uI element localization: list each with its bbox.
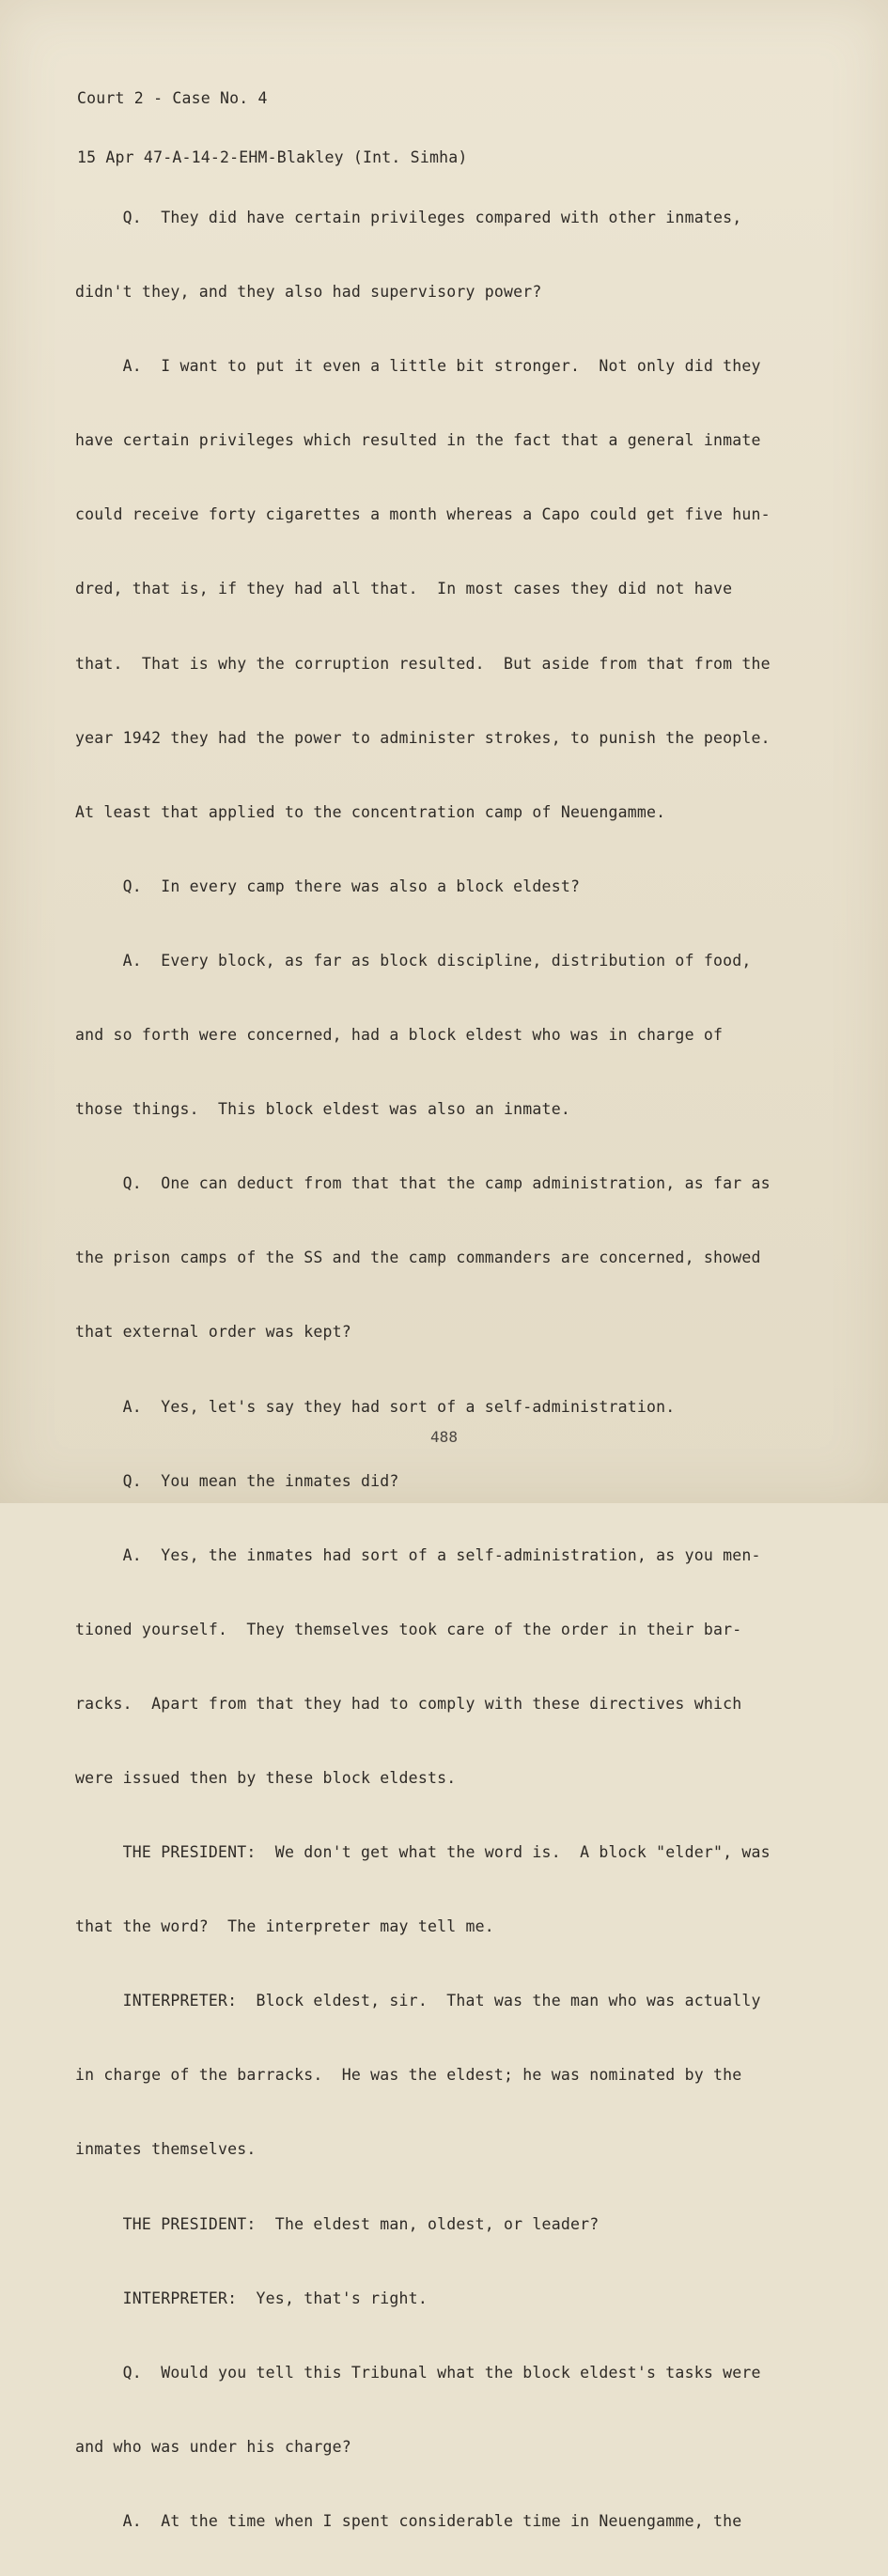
transcript-line: Q. They did have certain privileges compared with other inmates, [75,209,742,226]
transcript-line: that the word? The interpreter may tell me. [75,1917,494,1936]
transcript-line: Q. Would you tell this Tribunal what the block eldest's tasks were [75,2363,761,2382]
transcript-line: were issued then by these block eldests. [75,1768,457,1787]
transcript-line: A. Every block, as far as block discipline, distribution of food, [75,951,752,970]
transcript-line: Q. One can deduct from that that the camp administration, as far as [75,1174,771,1193]
session-reference: 15 Apr 47-A-14-2-EHM-Blakley (Int. Simha) [77,148,468,166]
page-number: 488 [430,1428,458,1446]
transcript-line: A. At the time when I spent considerable time in Neuengamme, the [75,2511,742,2530]
transcript-line: that. That is why the corruption resulted. But aside from that from the [75,654,771,673]
transcript-line: Q. In every camp there was also a block eldest? [75,877,581,895]
transcript-line: A. Yes, let's say they had sort of a self-administration. [75,1397,676,1416]
transcript-line: A. I want to put it even a little bit stronger. Not only did they [75,357,761,376]
transcript-line: the prison camps of the SS and the camp commanders are concerned, showed [75,1249,761,1267]
transcript-line: inmates themselves. [75,2140,257,2159]
transcript-line: those things. This block eldest was also an inmate. [75,1100,570,1119]
transcript-line: Q. You mean the inmates did? [75,1471,399,1490]
transcript-line: A. Yes, the inmates had sort of a self-administration, as you men- [75,1545,761,1564]
transcript-line: and who was under his charge? [75,2437,351,2456]
transcript-line: could receive forty cigarettes a month whereas a Capo could get five hun- [75,505,771,524]
transcript-line: dred, that is, if they had all that. In most cases they did not have [75,580,733,598]
transcript-body [75,163,808,2576]
transcript-line: INTERPRETER: Block eldest, sir. That was the man who was actually [75,1992,761,2010]
transcript-line: that external order was kept? [75,1323,351,1342]
transcript-line: year 1942 they had the power to administer strokes, to punish the people. [75,728,771,747]
transcript-line: racks. Apart from that they had to comply with these directives which [75,1694,742,1713]
case-reference: Court 2 - Case No. 4 [77,89,268,107]
transcript-line: and so forth were concerned, had a block eldest who was in charge of [75,1026,724,1045]
transcript-line: INTERPRETER: Yes, that's right. [75,2289,428,2307]
transcript-line: At least that applied to the concentration camp of Neuengamme. [75,802,666,821]
transcript-line: THE PRESIDENT: The eldest man, oldest, or leader? [75,2214,600,2233]
transcript-line: didn't they, and they also had supervisory power? [75,283,542,302]
transcript-line: have certain privileges which resulted in the fact that a general inmate [75,431,761,450]
transcript-line: in charge of the barracks. He was the eldest; he was nominated by the [75,2066,742,2085]
transcript-line: THE PRESIDENT: We don't get what the word is. A block "elder", was [75,1843,771,1862]
transcript-line: tioned yourself. They themselves took care of the order in their bar- [75,1620,742,1638]
